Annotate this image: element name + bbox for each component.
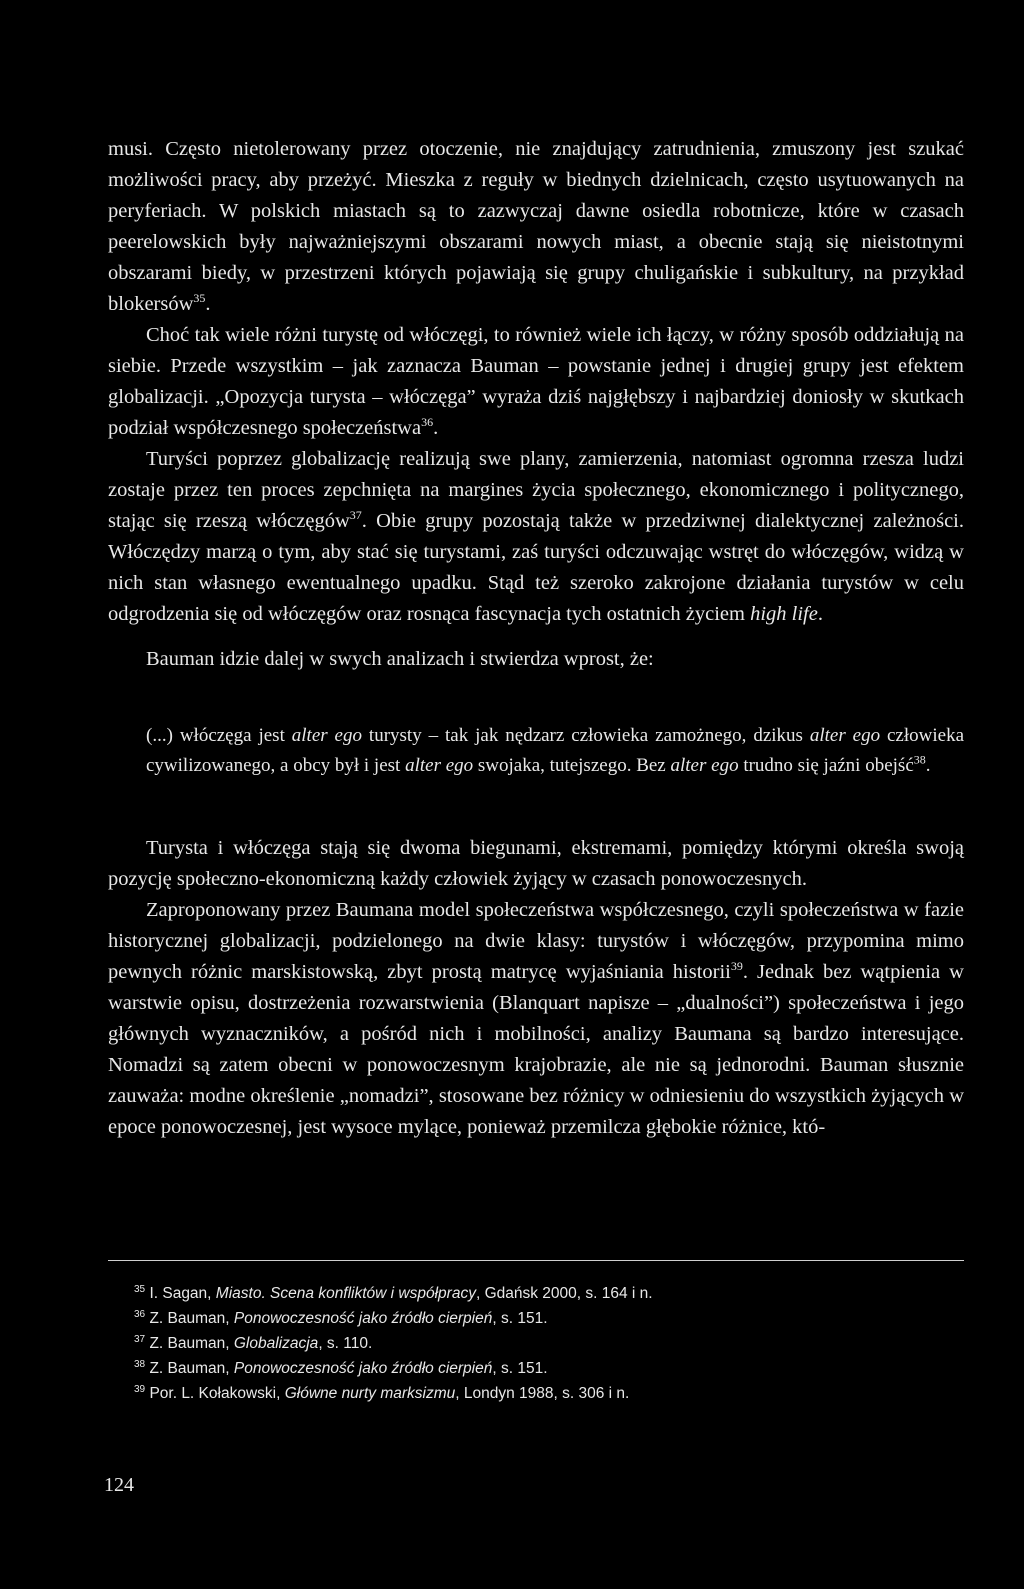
italic-phrase: alter ego <box>291 725 362 746</box>
footnote-text: Z. Bauman, <box>149 1335 234 1352</box>
period: . <box>925 755 931 776</box>
footnote-text: , Londyn 1988, s. 306 i n. <box>455 1385 630 1402</box>
footnote-36 <box>108 1306 964 1331</box>
footnote-title: Ponowoczesność jako źródło cierpień <box>233 1360 493 1377</box>
paragraph-text: Turyści poprzez globalizację realizują swe plany, zamierzenia, natomiast ogromna rzesza ludzi zostaje przez ten proces zepchnięta na margines życia społecznego, ekonomicznego i politycznego, stając się rzeszą włóczęgów <box>108 448 964 532</box>
main-text <box>108 134 964 1143</box>
footnote-38 <box>108 1356 964 1381</box>
footnote-35 <box>108 1281 964 1306</box>
italic-phrase: high life <box>750 603 818 625</box>
footnote-ref: 36 <box>421 415 434 430</box>
footnote-text: , Gdańsk 2000, s. 164 i n. <box>475 1285 653 1302</box>
footnote-ref: 39 <box>730 959 743 974</box>
footnote-text: , s. 110. <box>318 1335 373 1352</box>
footnote-number: 37 <box>134 1333 146 1345</box>
paragraph-text: Bauman idzie dalej w swych analizach i stwierdza wprost, że: <box>146 648 654 670</box>
block-quote <box>146 721 964 781</box>
footnote-number: 38 <box>134 1358 146 1370</box>
footnote-text: , s. 151. <box>492 1360 548 1377</box>
quote-text: człowieka cywilizowanego, a obcy był i jest <box>146 725 964 776</box>
footnote-ref: 35 <box>193 291 206 306</box>
italic-phrase: alter ego <box>809 725 881 746</box>
footnote-text: Z. Bauman, <box>149 1310 234 1327</box>
footnote-text: Por. L. Kołakowski, <box>149 1385 285 1402</box>
paragraph-1 <box>108 134 964 320</box>
quote-text: swojaka, tutejszego. Bez <box>473 755 671 776</box>
footnote-ref: 38 <box>913 752 926 767</box>
period: . <box>433 417 439 439</box>
footnote-text: Z. Bauman, <box>149 1360 234 1377</box>
quote-text: trudno się jaźni obejść <box>738 755 914 776</box>
footnote-number: 39 <box>134 1383 146 1395</box>
footnote-title: Ponowoczesność jako źródło cierpień <box>233 1310 493 1327</box>
paragraph-text: Zaproponowany przez Baumana model społeczeństwa współczesnego, czyli społeczeństwa w fazie historycznej globalizacji, podzielonego na dwie klasy: turystów i włóczęgów, przypomina mimo pewnych różnic marskistowską, zbyt prostą matrycę wyjaśniania historii <box>108 899 964 983</box>
footnote-title: Główne nurty marksizmu <box>284 1385 456 1402</box>
page-number: 124 <box>104 1474 134 1496</box>
paragraph-6 <box>108 895 964 1143</box>
footnote-divider <box>108 1260 964 1261</box>
footnote-title: Miasto. Scena konfliktów i współpracy <box>215 1285 476 1302</box>
paragraph-text: musi. Często nietolerowany przez otoczenie, nie znajdujący zatrudnienia, zmuszony jest szukać możliwości pracy, aby przeżyć. Mieszka z reguły w biednych dzielnicach, często usytuowanych na peryferiach. W polskich miastach są to zazwyczaj dawne osiedla robotnicze, które w czasach peerelowskich były najważniejszymi obszarami nowych miast, a obecnie stają się nieistotnymi obszarami biedy, w przestrzeni których pojawiają się grupy chuligańskie i subkultury, na przykład blokersów <box>108 138 964 315</box>
footnote-37 <box>108 1331 964 1356</box>
period: . <box>205 293 211 315</box>
footnote-ref: 37 <box>349 508 362 523</box>
italic-phrase: alter ego <box>405 755 474 776</box>
footnote-text: , s. 151. <box>492 1310 548 1327</box>
paragraph-text: Turysta i włóczęga stają się dwoma biegunami, ekstremami, pomiędzy którymi określa swoją pozycję społeczno-ekonomiczną każdy człowiek żyjący w czasach ponowoczesnych. <box>108 837 964 890</box>
paragraph-text: Choć tak wiele różni turystę od włóczęgi, to również wiele ich łączy, w różny sposób oddziałują na siebie. Przede wszystkim – jak zaznacza Bauman – powstanie jednej i drugiej grupy jest efektem globalizacji. „Opozycja turysta – włóczęga” wyraża dziś najgłębszy i najbardziej doniosły w skutkach podział współczesnego społeczeństwa <box>108 324 964 439</box>
paragraph-text: . Obie grupy pozostają także w przedziwnej dialektycznej zależności. Włóczędzy marzą o tym, aby stać się turystami, zaś turyści odczuwając wstręt do włóczęgów, widzą w nich stan własnego ewentualnego upadku. Stąd też szeroko zakrojone działania turystów w celu odgrodzenia się od włóczęgów oraz rosnąca fascynacja tych ostatnich życiem <box>108 510 964 625</box>
footnotes <box>108 1260 964 1406</box>
paragraph-4 <box>108 644 964 675</box>
footnote-text: I. Sagan, <box>149 1285 216 1302</box>
italic-phrase: alter ego <box>670 755 739 776</box>
footnote-39 <box>108 1381 964 1406</box>
footnote-number: 35 <box>134 1283 146 1295</box>
footnote-number: 36 <box>134 1308 146 1320</box>
paragraph-5 <box>108 833 964 895</box>
quote-text: (...) włóczęga jest <box>146 725 292 746</box>
paragraph-3 <box>108 444 964 630</box>
paragraph-2 <box>108 320 964 444</box>
period: . <box>817 603 823 625</box>
quote-text: turysty – tak jak nędzarz człowieka zamożnego, dzikus <box>362 725 810 746</box>
paragraph-text: . Jednak bez wątpienia w warstwie opisu, dostrzeżenia rozwarstwienia (Blanquart napisze – „dualności”) społeczeństwa i jego głównych wyznaczników, a pośród nich i mobilności, analizy Baumana są bardzo interesujące. Nomadzi są zatem obecni w ponowoczesnym krajobrazie, ale nie są jednorodni. Bauman słusznie zauważa: modne określenie „nomadzi”, stosowane bez różnicy w odniesieniu do wszystkich żyjących w epoce ponowoczesnej, jest wysoce mylące, ponieważ przemilcza głębokie różnice, któ- <box>108 961 964 1138</box>
footnote-title: Globalizacja <box>233 1335 319 1352</box>
